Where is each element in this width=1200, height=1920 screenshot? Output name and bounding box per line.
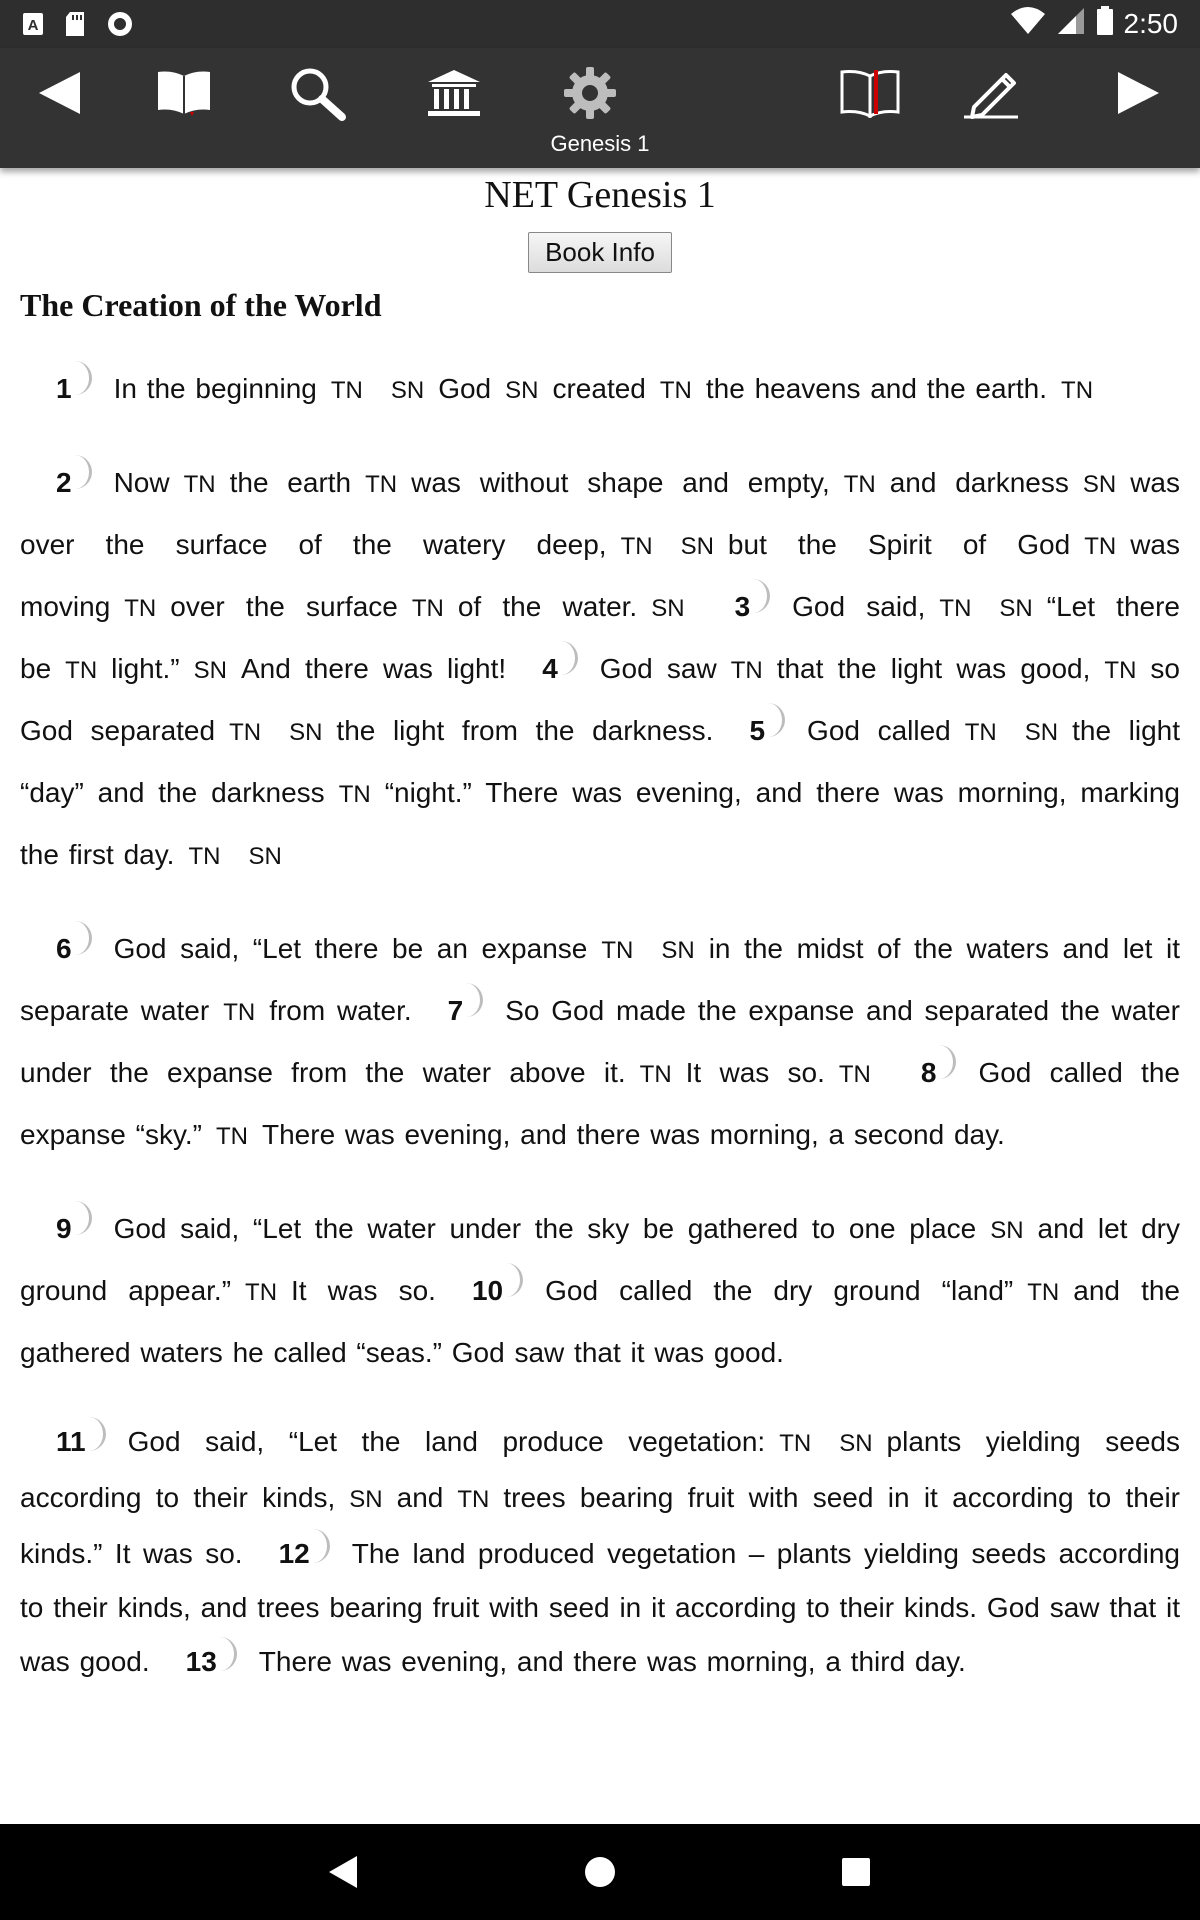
search-icon[interactable]: [278, 58, 358, 128]
translator-note-link[interactable]: TN: [620, 533, 653, 560]
translator-note-link[interactable]: TN: [730, 657, 763, 684]
verse-text: God called: [807, 715, 951, 746]
battery-icon: [1096, 6, 1114, 41]
verse-number[interactable]: 10: [472, 1261, 511, 1321]
verse-text: but the Spirit of God: [727, 529, 1071, 560]
signal-icon: [1056, 6, 1086, 41]
verse-number[interactable]: 7: [448, 981, 472, 1041]
verse-text: and the gathered waters he called “seas.” God saw that it was good.: [20, 1275, 1181, 1368]
verse-text: “Let there be: [20, 591, 1181, 684]
translator-note-link[interactable]: TN: [601, 937, 634, 964]
verse-text: So God made the expanse and separated the water under the expanse from the water above it.: [20, 995, 1180, 1088]
verse-text: the light “day” and the darkness: [20, 715, 1180, 808]
verse-text: There was evening, and there was morning, a third day.: [258, 1646, 966, 1677]
translator-note-link[interactable]: TN: [411, 595, 444, 622]
translator-note-link[interactable]: TN: [124, 595, 157, 622]
verse-text: the light from the darkness.: [336, 715, 714, 746]
paragraph: [20, 919, 1180, 1167]
nav-home-icon[interactable]: [576, 1848, 624, 1896]
verse-text: that the light was good,: [776, 653, 1091, 684]
translator-note-link[interactable]: TN: [457, 1486, 490, 1513]
status-bar: [0, 0, 1200, 48]
verse-text: plants yielding seeds according to their kinds,: [20, 1426, 1180, 1513]
verse-text: God said,: [792, 591, 926, 622]
book-icon[interactable]: [144, 58, 224, 128]
verse-text: God said, “Let there be an expanse: [113, 933, 588, 964]
verse-text: God: [438, 373, 492, 404]
translator-note-link[interactable]: TN: [229, 719, 262, 746]
verse-text: light.”: [111, 653, 180, 684]
verse-text: God called the expanse “sky.”: [20, 1057, 1180, 1150]
translator-note-link[interactable]: TN: [216, 1123, 248, 1150]
verse-text: God said, “Let the water under the sky be gathered to one place: [113, 1213, 977, 1244]
verse-text: In the beginning: [113, 373, 317, 404]
verse-number[interactable]: 12: [279, 1527, 318, 1581]
wifi-icon: [1010, 6, 1046, 41]
verse-number[interactable]: 3: [735, 577, 759, 637]
pencil-icon[interactable]: [952, 58, 1032, 128]
forward-arrow-icon[interactable]: [1098, 58, 1178, 128]
verse-text: from water.: [269, 995, 412, 1026]
bible-content[interactable]: [0, 168, 1200, 1824]
verse-text: was without shape and empty,: [411, 467, 830, 498]
translator-note-link[interactable]: TN: [964, 719, 997, 746]
translator-note-link[interactable]: TN: [183, 471, 216, 498]
translator-note-link[interactable]: TN: [779, 1430, 812, 1457]
gear-icon[interactable]: [550, 58, 630, 128]
translator-note-link[interactable]: TN: [338, 781, 371, 808]
translator-note-link[interactable]: TN: [330, 377, 363, 404]
study-note-link[interactable]: SN: [505, 377, 539, 404]
verse-text: trees bearing fruit with seed in it according to their kinds.” It was so.: [20, 1482, 1180, 1569]
verse-text: God said, “Let the land produce vegetation:: [127, 1426, 766, 1457]
verse-text: the earth: [229, 467, 352, 498]
verse-number[interactable]: 2: [56, 453, 80, 513]
clock-time: 2:50: [1123, 7, 1178, 39]
verse-text: There was evening, and there was morning, a second day.: [262, 1119, 1005, 1150]
book-info-button[interactable]: Book Info: [528, 232, 672, 273]
app-toolbar: [0, 48, 1200, 168]
verse-text: It was so.: [685, 1057, 825, 1088]
study-note-link[interactable]: SN: [349, 1486, 383, 1513]
translator-note-link[interactable]: TN: [1027, 1279, 1060, 1306]
translator-note-link[interactable]: TN: [188, 843, 221, 870]
library-icon[interactable]: [414, 58, 494, 128]
study-note-link[interactable]: SN: [248, 843, 282, 870]
study-note-link[interactable]: SN: [193, 657, 227, 684]
verse-text: in the midst of the waters and let it separate water: [20, 933, 1180, 1026]
verse-text: the heavens and the earth.: [705, 373, 1048, 404]
verse-number[interactable]: 13: [186, 1635, 225, 1689]
verse-text: and: [396, 1482, 444, 1513]
nav-recents-icon[interactable]: [832, 1848, 880, 1896]
study-note-link[interactable]: SN: [289, 719, 323, 746]
study-note-link[interactable]: SN: [999, 595, 1033, 622]
verse-text: so God separated: [20, 653, 1180, 746]
bookmark-book-icon[interactable]: [830, 58, 910, 128]
verse-number[interactable]: 9: [56, 1199, 80, 1259]
paragraph: [20, 453, 1180, 887]
study-note-link[interactable]: SN: [990, 1217, 1024, 1244]
sd-card-icon: [64, 11, 86, 42]
translator-note-link[interactable]: TN: [223, 999, 256, 1026]
translator-note-link[interactable]: TN: [65, 657, 98, 684]
study-note-link[interactable]: SN: [1082, 471, 1117, 498]
toolbar-title: Genesis 1: [550, 131, 650, 156]
translator-note-link[interactable]: TN: [843, 471, 876, 498]
verse-number[interactable]: 11: [56, 1415, 94, 1469]
translator-note-link[interactable]: TN: [1104, 657, 1137, 684]
translator-note-link[interactable]: TN: [939, 595, 972, 622]
page-title: NET Genesis 1: [484, 174, 716, 216]
study-note-link[interactable]: SN: [680, 533, 714, 560]
study-note-link[interactable]: SN: [390, 377, 425, 404]
study-note-link[interactable]: SN: [1024, 719, 1059, 746]
verse-text: was over the surface of the watery deep,: [20, 467, 1180, 560]
font-icon: [22, 12, 44, 41]
back-arrow-icon[interactable]: [20, 58, 100, 128]
verse-text: And there was light!: [240, 653, 507, 684]
translator-note-link[interactable]: TN: [838, 1061, 871, 1088]
verse-text: God called the dry ground “land”: [545, 1275, 1014, 1306]
system-nav-bar: [0, 1824, 1200, 1920]
study-note-link[interactable]: SN: [839, 1430, 873, 1457]
verse-text: and darkness: [889, 467, 1069, 498]
verse-text: of the water.: [457, 591, 638, 622]
verse-text: God saw: [599, 653, 717, 684]
verse-number[interactable]: 4: [542, 639, 566, 699]
verse-text: It was so.: [291, 1275, 436, 1306]
verse-number[interactable]: 8: [921, 1043, 945, 1103]
verse-text: created: [552, 373, 646, 404]
verse-text: The land produced vegetation – plants yielding seeds according to their kinds, and trees bearing fruit with seed in it according to their kinds. God saw that it was good.: [20, 1538, 1180, 1677]
verse-number[interactable]: 6: [56, 919, 80, 979]
translator-note-link[interactable]: TN: [245, 1279, 278, 1306]
translator-note-link[interactable]: TN: [659, 377, 692, 404]
paragraph: [20, 359, 1180, 421]
verse-number[interactable]: 5: [749, 701, 773, 761]
verse-text: Now: [113, 467, 170, 498]
verse-text: “night.” There was evening, and there was morning, marking the first day.: [20, 777, 1180, 870]
nav-back-icon[interactable]: [320, 1848, 368, 1896]
section-heading: The Creation of the World: [20, 287, 382, 323]
verse-text: over the surface: [170, 591, 398, 622]
circle-icon: [106, 10, 134, 43]
verse-text: and let dry ground appear.”: [20, 1213, 1180, 1306]
translator-note-link[interactable]: TN: [639, 1061, 672, 1088]
translator-note-link[interactable]: TN: [1084, 533, 1117, 560]
translator-note-link[interactable]: TN: [1061, 377, 1094, 404]
translator-note-link[interactable]: TN: [365, 471, 398, 498]
verse-text: was moving: [20, 529, 1180, 622]
paragraph: [20, 1415, 1180, 1689]
study-note-link[interactable]: SN: [661, 937, 695, 964]
paragraph: [20, 1199, 1180, 1383]
svg-text:A: A: [27, 17, 39, 34]
study-note-link[interactable]: SN: [651, 595, 685, 622]
verse-number[interactable]: 1: [56, 359, 80, 419]
